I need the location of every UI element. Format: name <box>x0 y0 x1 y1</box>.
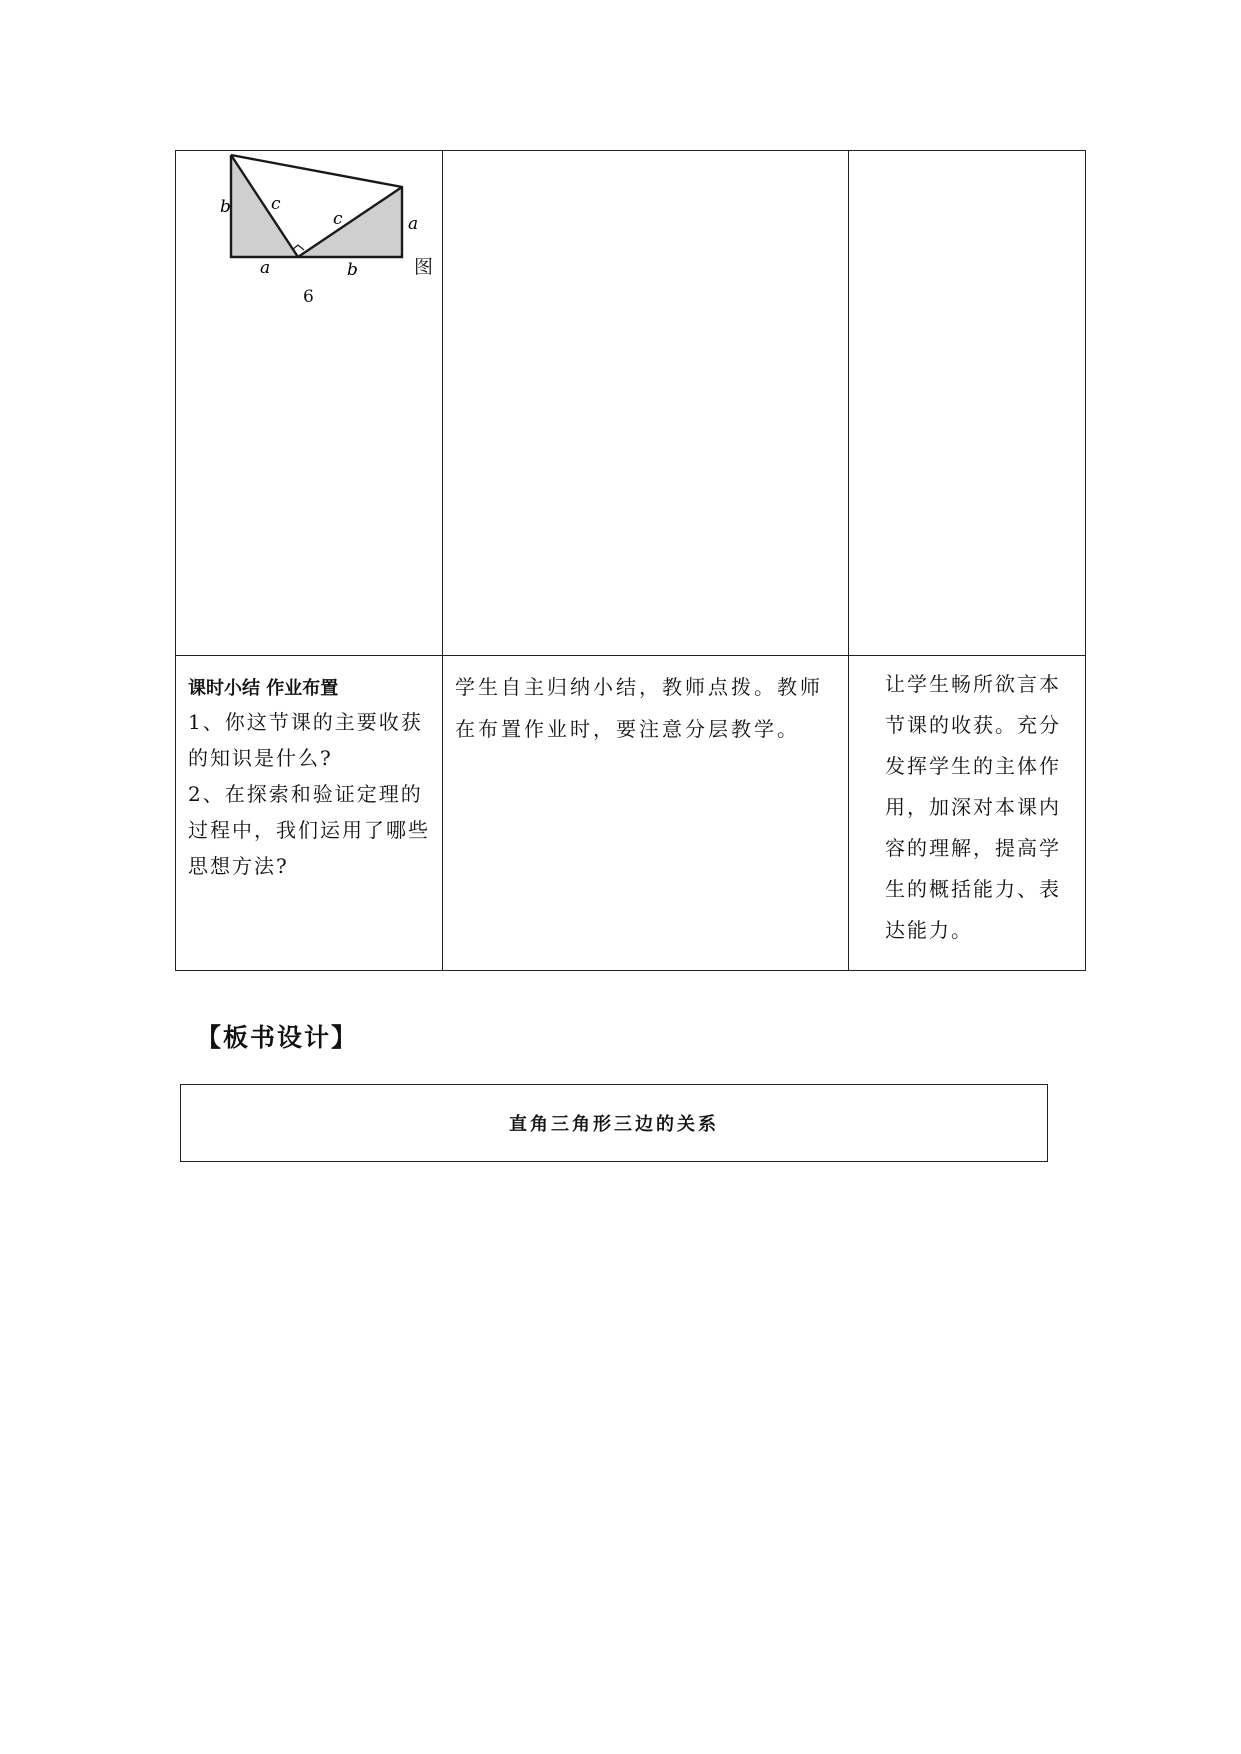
figure-caption: 图 <box>414 256 434 278</box>
question-2: 2、在探索和验证定理的过程中，我们运用了哪些思想方法? <box>188 782 430 878</box>
intent-cell <box>849 656 1086 971</box>
teacher-cell <box>443 656 849 971</box>
lesson-table <box>175 150 1086 971</box>
board-title: 直角三角形三边的关系 <box>509 1114 719 1135</box>
label-b-bottom: b <box>347 260 358 280</box>
figure-number: 6 <box>303 287 314 307</box>
board-design-box <box>180 1084 1048 1162</box>
summary-cell <box>176 656 443 971</box>
label-c-left: c <box>271 194 281 214</box>
label-a-right: a <box>408 214 419 234</box>
question-1: 1、你这节课的主要收获的知识是什么? <box>188 710 423 770</box>
summary-row <box>176 656 1086 971</box>
design-intent-text: 让学生畅所欲言本节课的收获。充分发挥学生的主体作用，加深对本课内容的理解，提高学生的概括能力、表达能力。 <box>885 672 1061 942</box>
figure-row <box>176 151 1086 656</box>
label-a-bottom: a <box>260 258 271 278</box>
label-c-right: c <box>333 209 343 229</box>
figure-empty-cell-3 <box>849 151 1086 656</box>
right-angle-mark <box>292 245 304 250</box>
summary-title: 课时小结 作业布置 <box>188 678 339 699</box>
board-design-heading: 【板书设计】 <box>196 1023 359 1052</box>
figure-empty-cell-2 <box>443 151 849 656</box>
teacher-activity-text: 学生自主归纳小结，教师点拨。教师在布置作业时，要注意分层教学。 <box>455 675 823 741</box>
label-b-left: b <box>220 197 231 217</box>
figure-cell <box>176 151 443 656</box>
